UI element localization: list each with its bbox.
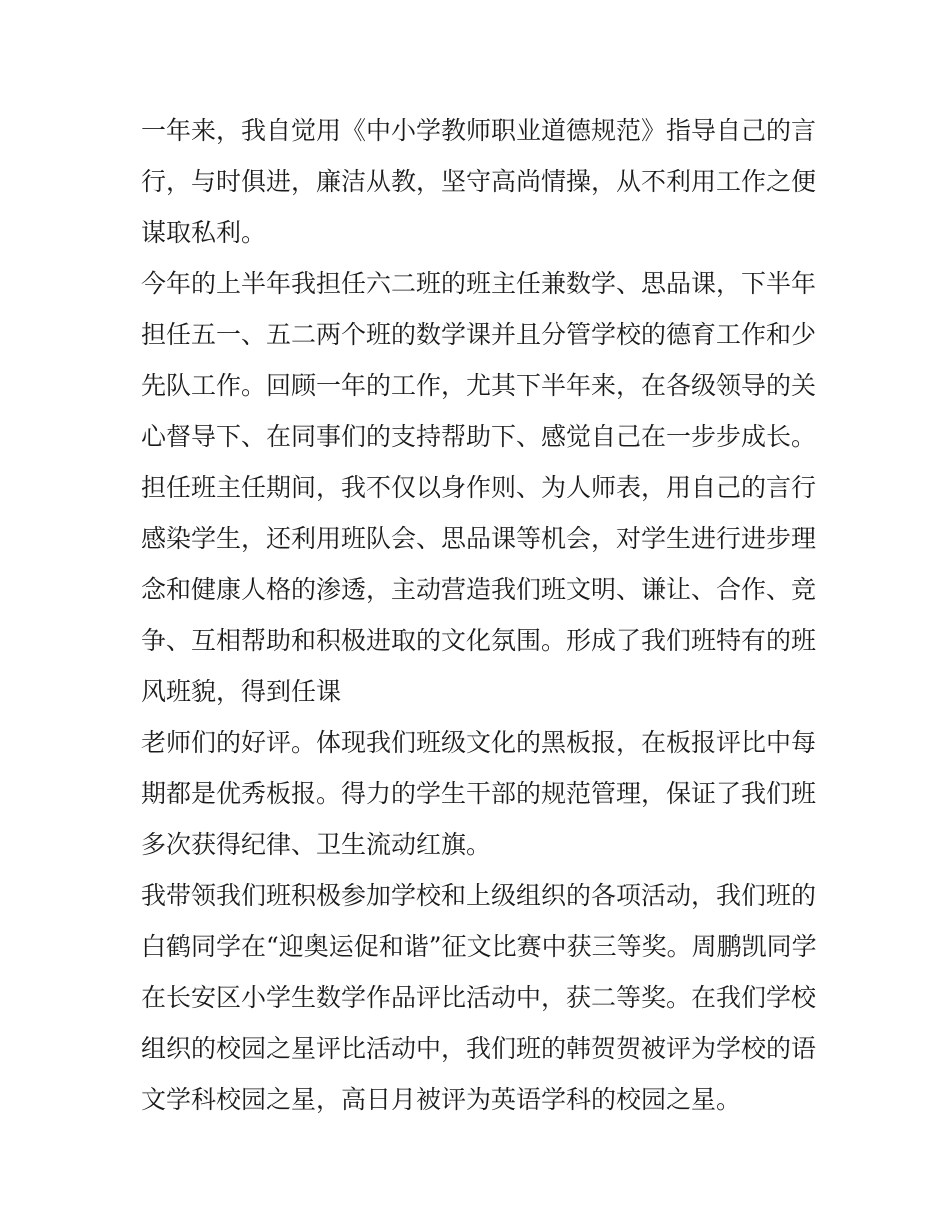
paragraph-4: [141, 870, 817, 1125]
text-line: 担任五一、五二两个班的数学课并且分管学校的德育工作和少: [141, 320, 817, 349]
text-line: 老师们的好评。体现我们班级文化的黑板报，在板报评比中每: [141, 728, 817, 757]
paragraph-2: [141, 258, 817, 717]
paragraph-3: [141, 717, 817, 870]
text-line: 在长安区小学生数学作品评比活动中，获二等奖。在我们学校: [141, 983, 817, 1012]
text-line: 今年的上半年我担任六二班的班主任兼数学、思品课，下半年: [141, 269, 817, 298]
text-line: 白鹤同学在“迎奥运促和谐”征文比赛中获三等奖。周鹏凯同学: [141, 932, 817, 961]
text-line: 谋取私利。: [141, 218, 267, 247]
text-line: 组织的校园之星评比活动中，我们班的韩贺贺被评为学校的语: [141, 1034, 817, 1063]
text-line: 期都是优秀板报。得力的学生干部的规范管理，保证了我们班: [141, 779, 817, 808]
text-line: 风班貌，得到任课: [141, 677, 342, 706]
text-line: 担任班主任期间，我不仅以身作则、为人师表，用自己的言行: [141, 473, 817, 502]
text-line: 念和健康人格的渗透，主动营造我们班文明、谦让、合作、竞: [141, 575, 817, 604]
document-body: [141, 105, 817, 1125]
text-line: 先队工作。回顾一年的工作，尤其下半年来，在各级领导的关: [141, 371, 817, 400]
text-line: 多次获得纪律、卫生流动红旗。: [141, 830, 492, 859]
text-line: 感染学生，还利用班队会、思品课等机会，对学生进行进步理: [141, 524, 817, 553]
text-line: 心督导下、在同事们的支持帮助下、感觉自己在一步步成长。: [141, 422, 817, 451]
text-line: 我带领我们班积极参加学校和上级组织的各项活动，我们班的: [141, 881, 817, 910]
text-line: 行，与时俱进，廉洁从教，坚守高尚情操，从不利用工作之便: [141, 167, 817, 196]
text-line: 文学科校园之星，高日月被评为英语学科的校园之星。: [141, 1085, 742, 1114]
text-line: 争、互相帮助和积极进取的文化氛围。形成了我们班特有的班: [141, 626, 817, 655]
text-line: 一年来，我自觉用《中小学教师职业道德规范》指导自己的言: [141, 116, 817, 145]
paragraph-1: [141, 105, 817, 258]
